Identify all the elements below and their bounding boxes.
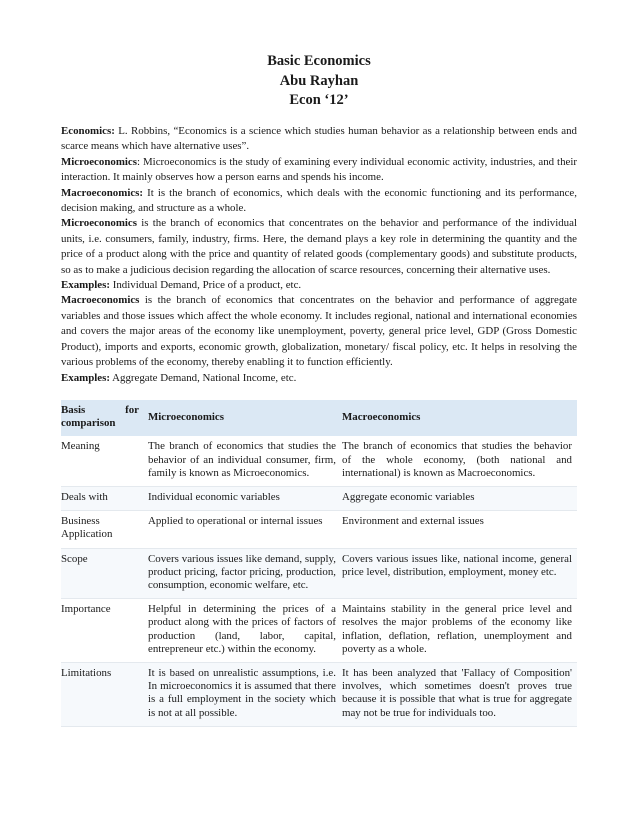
column-header-micro: Microeconomics — [144, 400, 342, 436]
macro-cell: Aggregate economic variables — [342, 487, 577, 511]
definition-text: It is the branch of economics, which deals with the economic functioning and its performance, decision making, and structure as a whole. — [61, 186, 577, 215]
term: Examples: — [61, 279, 111, 292]
micro-cell: Covers various issues like demand, supply, product pricing, factor pricing, production, consumption, economic welfare, etc. — [144, 548, 342, 599]
paragraph-microeconomics-detail — [61, 216, 577, 278]
term: Macroeconomics: — [61, 186, 144, 199]
table-row — [61, 511, 577, 548]
paragraph-micro-examples — [61, 278, 577, 293]
macro-cell: Maintains stability in the general price level and resolves the major problems of the economy like inflation, deflation, reflation, unemployment and poverty as a whole. — [342, 599, 577, 663]
term: Economics: — [61, 125, 115, 137]
micro-cell: It is based on unrealistic assumptions, i.e. In microeconomics it is assumed that there is a full employment in the society which is not at all possible. — [144, 663, 342, 727]
document-body — [61, 124, 577, 386]
table-row — [61, 599, 577, 663]
definition-text: : Microeconomics is the study of examining every individual economic activity, industries, and their interaction. It mainly observes how a person earns and spends his income. — [61, 155, 577, 184]
row-basis: Importance — [61, 599, 144, 663]
table-row — [61, 663, 577, 727]
paragraph-macro-examples — [61, 371, 577, 386]
micro-cell: Individual economic variables — [144, 487, 342, 511]
paragraph-macroeconomics-detail — [61, 293, 577, 370]
micro-cell: Applied to operational or internal issues — [144, 511, 342, 548]
course-label: Econ ‘12’ — [289, 92, 349, 108]
macro-cell: Environment and external issues — [342, 511, 577, 548]
document-header — [0, 52, 638, 111]
micro-cell: Helpful in determining the prices of a product along with the prices of factors of production (land, labor, capital, entrepreneur etc.) within the economy. — [144, 599, 342, 663]
micro-cell: The branch of economics that studies the behavior of an individual consumer, firm, family is known as Microeconomics. — [144, 436, 342, 486]
paragraph-microeconomics-definition — [61, 155, 577, 186]
row-basis: Scope — [61, 548, 144, 599]
author-name: Abu Rayhan — [279, 72, 359, 89]
table-row — [61, 548, 577, 599]
row-basis: Business Application — [61, 511, 144, 548]
table-row — [61, 436, 577, 486]
table-header-row — [61, 400, 577, 436]
row-basis: Deals with — [61, 487, 144, 511]
paragraph-macroeconomics-definition — [61, 186, 577, 217]
macro-cell: It has been analyzed that 'Fallacy of Composition' involves, which sometimes doesn't proves true because it is possible that what is true for aggregate may not be true for individuals too. — [342, 663, 577, 727]
definition-text: is the branch of economics that concentrates on the behavior and performance of aggregate variables and those issues which affect the whole economy. It includes regional, national and international economies and covers the major areas of the economy like unemployment, poverty, general price level, GDP (Gross Domestic Product), imports and exports, economic growth, globalization, monetary/ fiscal policy, etc. It helps in resolving the various problems of the economy, thereby enabling it to function efficiently. — [61, 294, 577, 369]
column-header-macro: Macroeconomics — [342, 400, 577, 436]
paragraph-economics-definition — [61, 124, 577, 155]
term: Microeconomics — [61, 217, 138, 230]
row-basis: Limitations — [61, 663, 144, 727]
macro-cell: The branch of economics that studies the behavior of the whole economy, (both national and international) is known as Macroeconomics. — [342, 436, 577, 486]
definition-text: Individual Demand, Price of a product, etc. — [110, 279, 302, 292]
row-basis: Meaning — [61, 436, 144, 486]
column-header-basis: Basis for comparison — [61, 400, 144, 436]
definition-text: L. Robbins, “Economics is a science which studies human behavior as a relationship between ends and scarce means which have alternative uses”. — [61, 125, 577, 153]
document-title: Basic Economics — [267, 53, 371, 69]
comparison-table — [61, 400, 577, 727]
definition-text: Aggregate Demand, National Income, etc. — [110, 371, 297, 384]
term: Examples: — [61, 371, 111, 384]
term: Macroeconomics — [61, 294, 140, 307]
term: Microeconomics — [61, 155, 138, 168]
macro-cell: Covers various issues like, national income, general price level, distribution, employment, money etc. — [342, 548, 577, 599]
definition-text: is the branch of economics that concentrates on the behavior and performance of the individual units, i.e. consumers, family, industry, firms. Here, the demand plays a key role in determining the quantity and the price of a product along with the price and quantity of related goods (complementary goods) and substitute products, so as to make a judicious decision regarding the allocation of scarce resources, concerning their alternative uses. — [61, 217, 577, 276]
table-row — [61, 487, 577, 511]
